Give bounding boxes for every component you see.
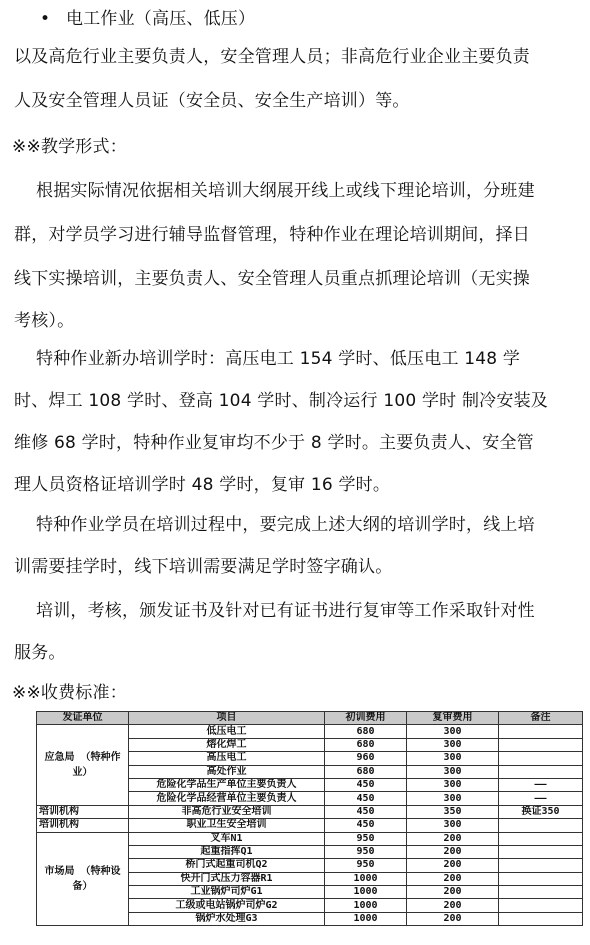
cell-initial: 1000 [325,872,407,885]
cell-item: 非高危行业安全培训 [129,805,325,818]
issuer-training-org: 培训机构 [37,805,129,818]
issuer-training-org: 培训机构 [37,819,129,832]
cell-review: 200 [407,899,499,912]
issuer-emergency: 应急局 （特种作业） [37,725,129,805]
paragraph-line: 时、焊工 108 学时、登高 104 学时、制冷运行 100 学时 制冷安装及 [14,391,548,411]
header-note: 备注 [499,712,583,725]
cell-item: 高压电工 [129,752,325,765]
cell-review: 200 [407,859,499,872]
cell-review: 200 [407,886,499,899]
table-row [37,819,583,832]
cell-initial: 450 [325,819,407,832]
bullet-text: 电工作业（高压、低压） [66,9,256,29]
header-review-fee: 复审费用 [407,712,499,725]
cell-note [499,752,583,765]
cell-note [499,845,583,858]
cell-review: 350 [407,805,499,818]
cell-note [499,886,583,899]
header-initial-fee: 初训费用 [325,712,407,725]
paragraph-line: 特种作业学员在培训过程中，要完成上述大纲的培训学时，线上培 [36,515,535,535]
cell-initial: 1000 [325,912,407,925]
cell-note [499,819,583,832]
cell-initial: 450 [325,778,407,791]
paragraph-line: 训需要挂学时，线下培训需要满足学时签字确认。 [14,557,393,577]
bullet-icon: • [40,9,51,29]
cell-item: 危险化学品经营单位主要负责人 [129,792,325,805]
section-heading-fees: ※※收费标准： [12,683,127,703]
cell-item: 叉车N1 [129,832,325,845]
cell-review: 200 [407,872,499,885]
cell-note [499,832,583,845]
paragraph-line: 特种作业新办培训学时：高压电工 154 学时、低压电工 148 学 [36,349,521,369]
cell-note [499,912,583,925]
cell-item: 快开门式压力容器R1 [129,872,325,885]
cell-item: 起重指挥Q1 [129,845,325,858]
cell-review: 300 [407,725,499,738]
cell-item: 低压电工 [129,725,325,738]
cell-initial: 450 [325,805,407,818]
section-heading-teaching: ※※教学形式： [12,137,127,157]
cell-note: 换证350 [499,805,583,818]
paragraph-line: 培训，考核，颁发证书及针对已有证书进行复审等工作采取针对性 [36,601,535,621]
cell-note: —— [499,792,583,805]
cell-note [499,859,583,872]
fee-table [36,711,583,926]
header-item: 项目 [129,712,325,725]
table-row [37,725,583,738]
cell-note [499,899,583,912]
cell-initial: 450 [325,792,407,805]
cell-item: 熔化焊工 [129,738,325,751]
paragraph-line: 以及高危行业主要负责人，安全管理人员；非高危行业企业主要负责 [14,47,530,67]
paragraph-line: 维修 68 学时，特种作业复审均不少于 8 学时。主要负责人、安全管 [14,433,534,453]
bullet-item [40,8,590,30]
paragraph-line: 人及安全管理人员证（安全员、安全生产培训）等。 [14,91,410,111]
cell-review: 300 [407,765,499,778]
cell-note [499,872,583,885]
paragraph-line: 根据实际情况依据相关培训大纲展开线上或线下理论培训，分班建 [36,181,535,201]
cell-item: 工业锅炉司炉G1 [129,886,325,899]
table-header-row [37,712,583,725]
cell-initial: 950 [325,859,407,872]
cell-initial: 1000 [325,886,407,899]
cell-initial: 950 [325,832,407,845]
cell-review: 200 [407,912,499,925]
cell-review: 300 [407,752,499,765]
cell-note [499,738,583,751]
cell-item: 锅炉水处理G3 [129,912,325,925]
paragraph-line: 服务。 [14,643,66,663]
cell-item: 危险化学品生产单位主要负责人 [129,778,325,791]
issuer-market-bureau: 市场局 （特种设备） [37,832,129,926]
cell-review: 300 [407,792,499,805]
cell-review: 300 [407,738,499,751]
cell-initial: 680 [325,738,407,751]
cell-initial: 1000 [325,899,407,912]
cell-initial: 680 [325,765,407,778]
paragraph-line: 考核）。 [14,311,75,331]
paragraph-line: 理人员资格证培训学时 48 学时，复审 16 学时。 [14,475,391,495]
paragraph-line: 线下实操培训，主要负责人、安全管理人员重点抓理论培训（无实操 [14,269,530,289]
cell-initial: 950 [325,845,407,858]
paragraph-line: 群，对学员学习进行辅导监督管理，特种作业在理论培训期间，择日 [14,225,530,245]
cell-review: 300 [407,778,499,791]
cell-note [499,725,583,738]
cell-initial: 680 [325,725,407,738]
cell-item: 高处作业 [129,765,325,778]
cell-review: 200 [407,845,499,858]
table-row [37,805,583,818]
cell-item: 桥门式起重司机Q2 [129,859,325,872]
cell-review: 200 [407,832,499,845]
table-row [37,832,583,845]
cell-note: —— [499,778,583,791]
cell-review: 300 [407,819,499,832]
cell-initial: 960 [325,752,407,765]
cell-item: 工级或电站锅炉司炉G2 [129,899,325,912]
header-issuer: 发证单位 [37,712,129,725]
cell-note [499,765,583,778]
cell-item: 职业卫生安全培训 [129,819,325,832]
